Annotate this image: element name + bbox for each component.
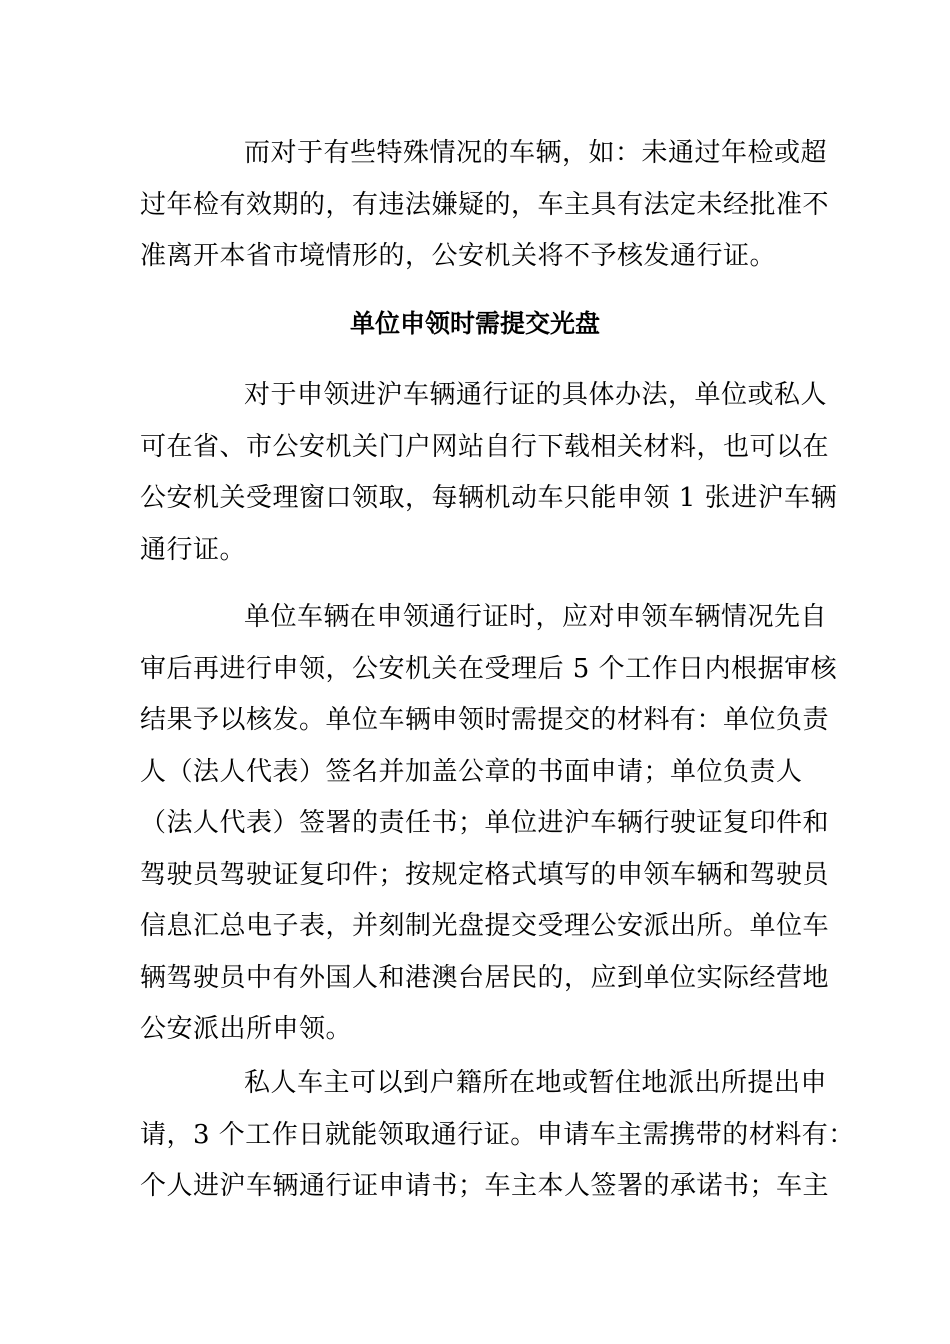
text-line: 可在省、市公安机关门户网站自行下载相关材料，也可以在 <box>140 431 830 462</box>
text-line: 信息汇总电子表，并刻制光盘提交受理公安派出所。单位车 <box>140 911 830 941</box>
text-line: 而对于有些特殊情况的车辆，如：未通过年检或超 <box>244 138 828 168</box>
text-line: 审后再进行申领，公安机关在受理后 5 个工作日内根据审核 <box>140 653 838 684</box>
text-line: 通行证。 <box>140 534 247 565</box>
text-line: 人（法人代表）签名并加盖公章的书面申请；单位负责人 <box>140 756 803 787</box>
text-line: 结果予以核发。单位车辆申领时需提交的材料有：单位负责 <box>140 705 830 735</box>
paragraph-application-method <box>140 370 838 576</box>
text-line: 对于申领进沪车辆通行证的具体办法，单位或私人 <box>244 380 828 410</box>
text-line: （法人代表）签署的责任书；单位进沪车辆行驶证复印件和 <box>140 808 830 838</box>
text-line: 驾驶员驾驶证复印件；按规定格式填写的申领车辆和驾驶员 <box>140 859 830 890</box>
text-line: 准离开本省市境情形的，公安机关将不予核发通行证。 <box>140 241 777 271</box>
text-line: 公安派出所申领。 <box>140 1014 353 1044</box>
text-line: 私人车主可以到户籍所在地或暂住地派出所提出申 <box>244 1068 828 1098</box>
text-line: 个人进沪车辆通行证申请书；车主本人签署的承诺书；车主 <box>140 1171 830 1201</box>
text-line: 公安机关受理窗口领取，每辆机动车只能申领 1 张进沪车辆 <box>140 483 838 513</box>
text-line: 请，3 个工作日就能领取通行证。申请车主需携带的材料有： <box>140 1119 855 1150</box>
paragraph-special-cases <box>140 128 830 283</box>
text-line: 单位车辆在申领通行证时，应对申领车辆情况先自 <box>244 602 828 632</box>
text-line: 辆驾驶员中有外国人和港澳台居民的，应到单位实际经营地 <box>140 962 830 993</box>
section-heading: 单位申领时需提交光盘 <box>349 309 600 338</box>
paragraph-unit-vehicles <box>140 592 838 1056</box>
text-line: 过年检有效期的，有违法嫌疑的，车主具有法定未经批准不 <box>140 189 830 220</box>
paragraph-private-owners <box>140 1058 855 1213</box>
